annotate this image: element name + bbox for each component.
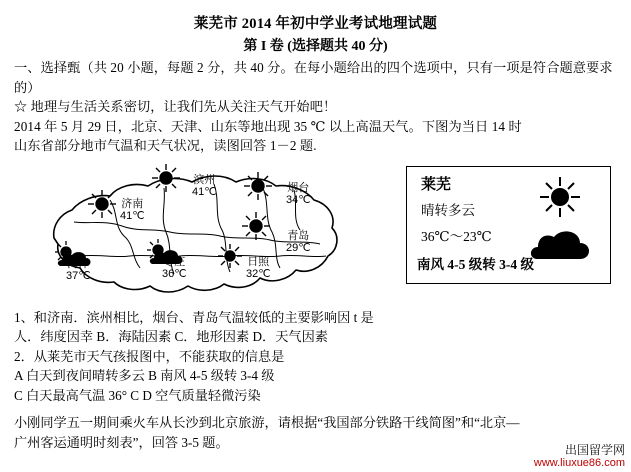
city-label-zaozhuang: 枣庄 36℃ [162, 255, 187, 280]
legend-wind: 南风 4-5 级转 3-4 级 [417, 256, 534, 272]
watermark-site-url: www.liuxue86.com [533, 457, 625, 469]
city-label-rizhao: 日照 32℃ [246, 255, 271, 280]
watermark [534, 444, 625, 470]
page-subtitle: 第 I 卷 (选择题共 40 分) [243, 39, 388, 54]
question-1-options: 人．纬度因幸 B．海陆因素 C．地形因素 D．天气因素 [14, 329, 328, 344]
stem-line-2: 山东省部分地市气温和天气状况，读图回答 1－2 题. [14, 138, 317, 153]
sun-icon [540, 177, 580, 217]
section-intro-text: 一、选择甄（共 20 小题，每题 2 分，共 40 分。在每小题给出的四个选项中，只有一项是符合题意要求的） [14, 60, 613, 95]
stem-line-1: 2014 年 5 月 29 日，北京、天津、山东等地出现 35 ℃ 以上高温天气。下图为当日 14 时 [14, 118, 522, 134]
weather-map-figure [14, 160, 617, 308]
page-title: 莱芜市 2014 年初中学业考试地理试题 [193, 16, 438, 32]
city-label-heze: 菏泽 37℃ [66, 257, 91, 282]
sun-icon [242, 212, 270, 240]
bottom-stem-line-2: 广州客运通明时刻表”，回答 3-5 题。 [14, 434, 229, 450]
legend-city-name: 莱芜 [421, 176, 452, 193]
question-2-option-ab: A 白天到夜间晴转多云 B 南风 4-5 级转 3-4 级 [14, 368, 275, 383]
laiwu-forecast-box [406, 166, 611, 284]
city-label-jinan: 济南 41℃ [120, 197, 145, 222]
city-label-qingdao: 青岛 29℃ [286, 229, 311, 254]
legend-weather: 晴转多云 [421, 202, 475, 218]
watermark-site-name: 出国留学网 [564, 443, 625, 457]
sun-icon [244, 172, 272, 200]
question-2-text: 2．从莱芜市天气孩报图中，不能获取的信息是 [14, 348, 285, 364]
cloud-icon [531, 231, 589, 259]
city-label-yantai: 烟台 34℃ [286, 181, 311, 206]
sun-icon [88, 190, 116, 218]
star-note-text: ☆ 地理与生活关系密切，让我们先从关注天气开始吧！ [14, 99, 337, 114]
sun-icon [218, 244, 242, 268]
question-1-text: 1、和济南．滨州相比，烟台、青岛气温较低的主要影响因 t 是 [14, 309, 374, 325]
sun-icon [152, 164, 180, 192]
bottom-stem-line-1: 小刚同学五一期间乘火车从长沙到北京旅游，请根据“我国部分铁路干线简图”和“北京— [14, 415, 520, 430]
question-2-option-cd: C 白天最高气温 36° C D 空气质量轻微污染 [14, 387, 261, 403]
legend-temperature: 36℃～23℃ [421, 228, 492, 244]
legend-weather-icons [514, 175, 604, 265]
city-label-binzhou: 滨州 41℃ [192, 173, 217, 198]
